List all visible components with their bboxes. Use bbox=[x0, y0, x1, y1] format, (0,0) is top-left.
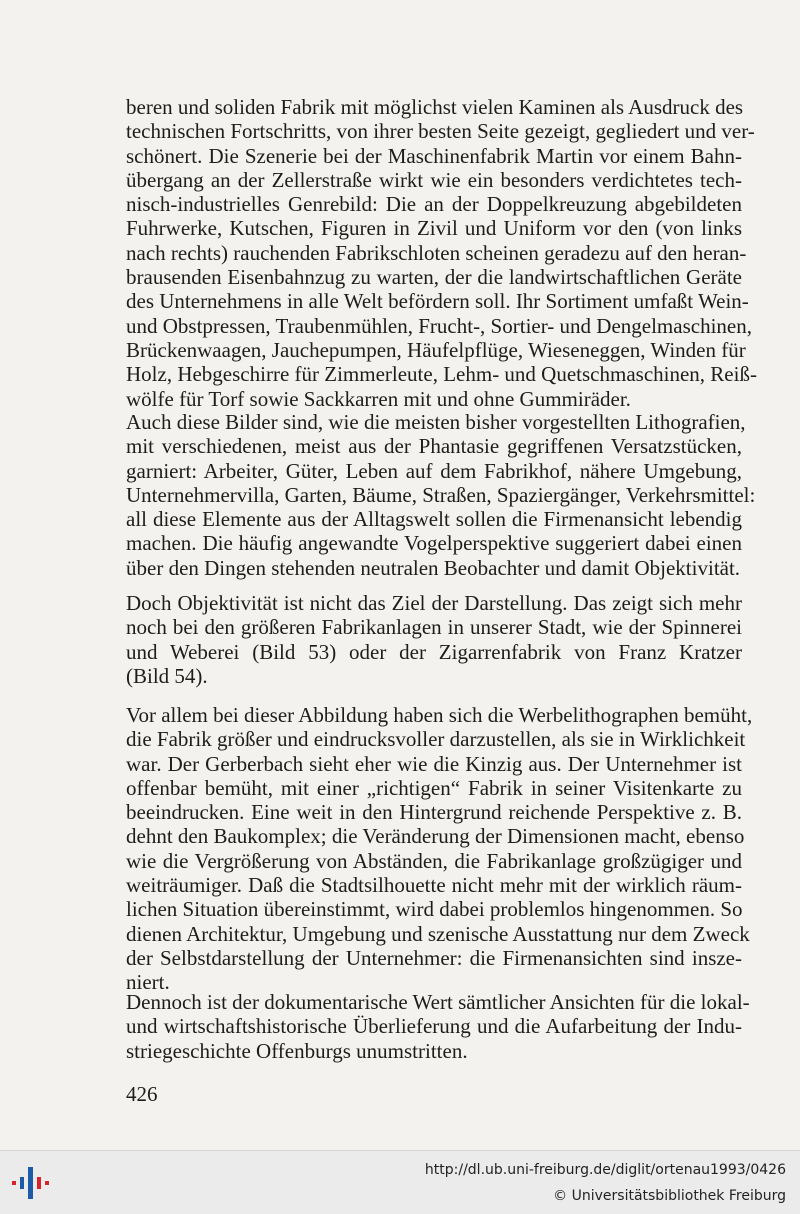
footer-bar bbox=[0, 1150, 800, 1214]
ub-freiburg-logo-icon bbox=[10, 1165, 54, 1201]
text-line: dienen Architektur, Umgebung und szenische Ausstattung nur dem Zweck bbox=[126, 921, 750, 946]
text-line: Auch diese Bilder sind, wie die meisten bisher vorgestellten Lithografien, bbox=[126, 410, 746, 434]
paragraph-3 bbox=[126, 591, 742, 688]
text-line: lichen Situation übereinstimmt, wird dabei problemlos hingenommen. So bbox=[126, 897, 743, 922]
text-line: brausenden Eisenbahnzug zu warten, der die landwirtschaftlichen Geräte bbox=[126, 265, 742, 290]
copyright-notice: © Universitätsbibliothek Freiburg bbox=[553, 1188, 786, 1204]
text-line: nisch-industrielles Genrebild: Die an der Doppelkreuzung abgebildeten bbox=[126, 192, 742, 217]
text-line: garniert: Arbeiter, Güter, Leben auf dem Fabrikhof, nähere Umgebung, bbox=[126, 458, 742, 483]
text-line: schönert. Die Szenerie bei der Maschinenfabrik Martin vor einem Bahn- bbox=[126, 143, 742, 168]
text-line: nach rechts) rauchenden Fabrikschloten scheinen geradezu auf den heran- bbox=[126, 240, 747, 265]
text-line: und wirtschaftshistorische Überlieferung und die Aufarbeitung der Indu- bbox=[126, 1014, 742, 1039]
text-line: mit verschiedenen, meist aus der Phantasie gegriffenen Versatzstücken, bbox=[126, 434, 742, 459]
text-line: noch bei den größeren Fabrikanlagen in unserer Stadt, wie der Spinnerei bbox=[126, 615, 742, 640]
text-line: Unternehmervilla, Garten, Bäume, Straßen, Spaziergänger, Verkehrsmittel: bbox=[126, 482, 756, 507]
text-line: beren und soliden Fabrik mit möglichst vielen Kaminen als Ausdruck des bbox=[126, 95, 744, 119]
text-line: übergang an der Zellerstraße wirkt wie ein besonders verdichtetes tech- bbox=[126, 167, 742, 192]
text-line: über den Dingen stehenden neutralen Beobachter und damit Objektivität. bbox=[126, 555, 741, 580]
text-line: des Unternehmens in alle Welt befördern soll. Ihr Sortiment umfaßt Wein- bbox=[126, 289, 749, 314]
text-line: (Bild 54). bbox=[126, 663, 208, 688]
text-line: Dennoch ist der dokumentarische Wert sämtlicher Ansichten für die lokal- bbox=[126, 990, 750, 1014]
text-line: offenbar bemüht, mit einer „richtigen“ Fabrik in seiner Visitenkarte zu bbox=[126, 775, 742, 800]
text-line: dehnt den Baukomplex; die Veränderung der Dimensionen macht, ebenso bbox=[126, 824, 745, 849]
text-line: Doch Objektivität ist nicht das Ziel der Darstellung. Das zeigt sich mehr bbox=[126, 591, 742, 615]
text-line: all diese Elemente aus der Alltagswelt sollen die Firmenansicht lebendig bbox=[126, 507, 742, 532]
text-line: machen. Die häufig angewandte Vogelperspektive suggeriert dabei einen bbox=[126, 531, 742, 556]
paragraph-5 bbox=[126, 990, 750, 1063]
text-line: weiträumiger. Daß die Stadtsilhouette nicht mehr mit der wirklich räum- bbox=[126, 873, 742, 898]
text-line: die Fabrik größer und eindrucksvoller darzustellen, als sie in Wirklichkeit bbox=[126, 727, 746, 752]
text-line: Holz, Hebgeschirre für Zimmerleute, Lehm- und Quetschmaschinen, Reiß- bbox=[126, 362, 757, 387]
text-line: beeindrucken. Eine weit in den Hintergrund reichende Perspektive z. B. bbox=[126, 800, 742, 825]
text-line: und Weberei (Bild 53) oder der Zigarrenfabrik von Franz Kratzer bbox=[126, 639, 742, 664]
paragraph-4 bbox=[126, 703, 753, 995]
paragraph-1 bbox=[126, 95, 757, 411]
source-url-link[interactable]: http://dl.ub.uni-freiburg.de/diglit/ortenau1993/0426 bbox=[424, 1162, 786, 1178]
text-line: Vor allem bei dieser Abbildung haben sich die Werbelithographen bemüht, bbox=[126, 703, 753, 727]
text-line: und Obstpressen, Traubenmühlen, Frucht-, Sortier- und Dengelmaschinen, bbox=[126, 313, 752, 338]
text-line: technischen Fortschritts, von ihrer besten Seite gezeigt, gegliedert und ver- bbox=[126, 119, 755, 144]
text-line: war. Der Gerberbach sieht eher wie die Kinzig aus. Der Unternehmer ist bbox=[126, 751, 742, 776]
page-number: 426 bbox=[126, 1082, 158, 1106]
text-line: der Selbstdarstellung der Unternehmer: die Firmenansichten sind insze- bbox=[126, 945, 742, 970]
text-line: wie die Vergrößerung von Abständen, die Fabrikanlage großzügiger und bbox=[126, 848, 742, 873]
text-line: striegeschichte Offenburgs unumstritten. bbox=[126, 1038, 468, 1063]
text-line: wölfe für Torf sowie Sackkarren mit und ohne Gummiräder. bbox=[126, 386, 631, 411]
text-line: niert. bbox=[126, 970, 170, 995]
text-line: Fuhrwerke, Kutschen, Figuren in Zivil und Uniform vor den (von links bbox=[126, 216, 742, 241]
paragraph-2 bbox=[126, 410, 756, 580]
text-line: Brückenwaagen, Jauchepumpen, Häufelpflüge, Wieseneggen, Winden für bbox=[126, 337, 746, 362]
